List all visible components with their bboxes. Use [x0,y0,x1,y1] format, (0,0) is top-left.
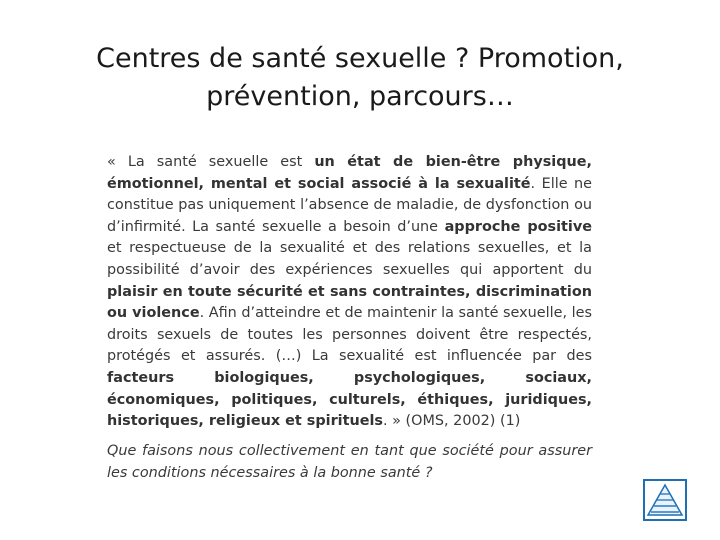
definition-text-3: et respectueuse de la sexualité et des relations sexuelles, et la possibilité d’avoir des expériences sexuelles qui apportent du [107,240,592,278]
definition-text-1: « La santé sexuelle est [107,154,315,170]
definition-text-5: . » (OMS, 2002) (1) [383,413,521,430]
definition-text-4: . Afin d’atteindre et de maintenir la santé sexuelle, les droits sexuels de toutes les personnes doivent être respectés, protégés et assurés. (…) La sexualité est influencée par des [107,305,592,365]
question-paragraph: Que faisons nous collectivement en tant que société pour assurer les conditions nécessaires à la bonne santé ? [107,443,592,481]
definition-emphasis-3: plaisir en toute sécurité et sans contraintes, discrimination ou violence [107,283,592,322]
definition-emphasis-2: approche positive [444,218,592,235]
slide-title-line-2: prévention, parcours… [206,81,514,112]
triangle-nav-icon[interactable] [643,479,687,521]
definition-text-2: . Elle ne constitue pas uniquement l’absence de maladie, de dysfonction ou d’infirmité. La santé sexuelle a besoin d’une [107,175,593,235]
who-definition-paragraph [107,152,592,433]
slide-title-line-1: Centres de santé sexuelle ? Promotion, [96,43,624,74]
definition-emphasis-4: facteurs biologiques, psychologiques, sociaux, économiques, politiques, culturels, éthiques, juridiques, historiques, religieux et spirituels [107,369,592,430]
definition-emphasis-1: un état de bien-être physique, émotionnel, mental et social associé à la sexualité [107,154,592,192]
slide-title [60,40,660,116]
